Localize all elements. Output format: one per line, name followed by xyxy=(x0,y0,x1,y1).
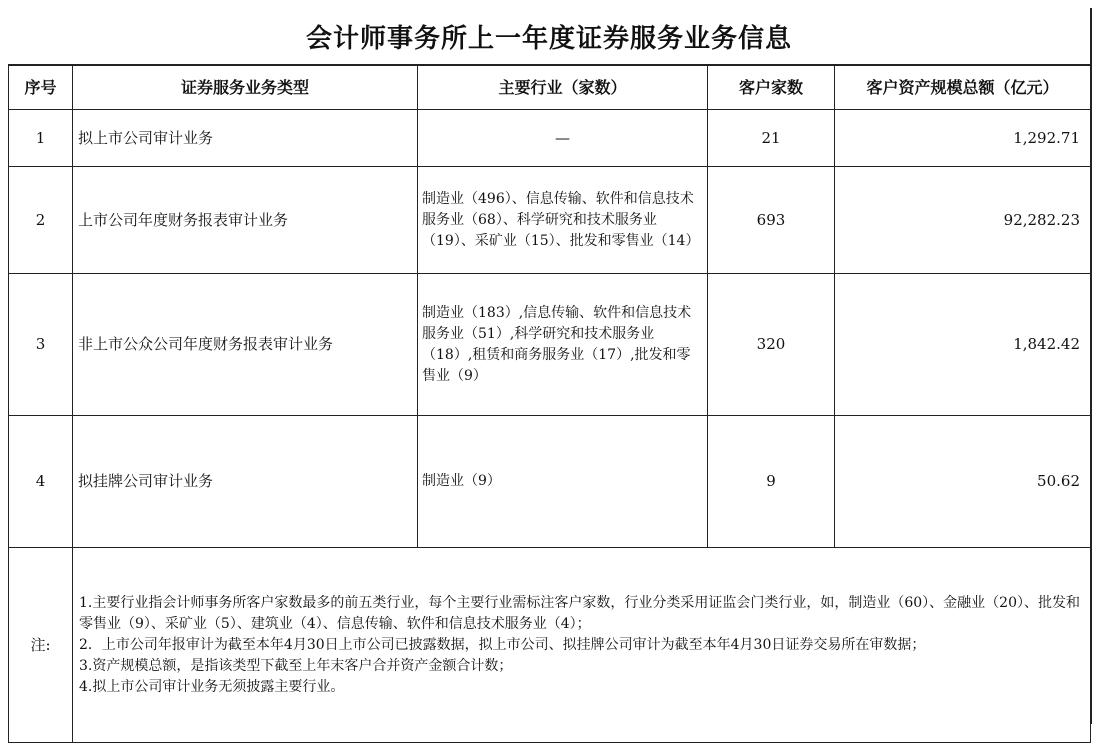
cell-main-industry: 制造业（9） xyxy=(418,416,708,548)
note-item: 3.资产规模总额，是指该类型下截至上年末客户合并资产金额合计数； xyxy=(79,657,513,674)
cell-asset-total: 50.62 xyxy=(835,416,1091,548)
report-sheet xyxy=(8,8,1092,724)
header-main-industry: 主要行业（家数） xyxy=(418,65,708,110)
note-item: 1.主要行业指会计师事务所客户家数最多的前五类行业，每个主要行业需标注客户家数，行业分类采用证监会门类行业，如，制造业（60）、金融业（20）、批发和零售业（9）、采矿业（5）、建筑业（4）、信息传输、软件和信息技术服务业（4）； xyxy=(79,594,1080,632)
cell-service-type: 拟上市公司审计业务 xyxy=(73,110,418,167)
table-row xyxy=(9,416,1091,548)
cell-main-industry: 制造业（183）,信息传输、软件和信息技术服务业（51）,科学研究和技术服务业（18）,租赁和商务服务业（17）,批发和零售业（9） xyxy=(418,274,708,416)
table-row xyxy=(9,110,1091,167)
cell-main-industry: — xyxy=(418,110,708,167)
table-row xyxy=(9,274,1091,416)
cell-main-industry: 制造业（496）、信息传输、软件和信息技术服务业（68）、科学研究和技术服务业（19）、采矿业（15）、批发和零售业（14） xyxy=(418,167,708,274)
cell-asset-total: 1,842.42 xyxy=(835,274,1091,416)
note-item: 4.拟上市公司审计业务无须披露主要行业。 xyxy=(79,678,345,695)
cell-seq: 2 xyxy=(9,167,73,274)
cell-asset-total: 1,292.71 xyxy=(835,110,1091,167)
cell-seq: 4 xyxy=(9,416,73,548)
cell-service-type: 上市公司年度财务报表审计业务 xyxy=(73,167,418,274)
header-seq: 序号 xyxy=(9,65,73,110)
header-client-count: 客户家数 xyxy=(708,65,835,110)
header-service-type: 证券服务业务类型 xyxy=(73,65,418,110)
note-item: 2．上市公司年报审计为截至本年4月30日上市公司已披露数据，拟上市公司、拟挂牌公司审计为截至本年4月30日证券交易所在审数据； xyxy=(79,636,926,653)
cell-client-count: 320 xyxy=(708,274,835,416)
header-asset-total: 客户资产规模总额（亿元） xyxy=(835,65,1091,110)
cell-client-count: 693 xyxy=(708,167,835,274)
cell-asset-total: 92,282.23 xyxy=(835,167,1091,274)
notes-label: 注: xyxy=(9,548,73,743)
cell-service-type: 非上市公众公司年度财务报表审计业务 xyxy=(73,274,418,416)
header-row xyxy=(9,65,1091,110)
cell-client-count: 21 xyxy=(708,110,835,167)
securities-services-table xyxy=(8,64,1091,743)
page-title: 会计师事务所上一年度证券服务业务信息 xyxy=(8,8,1090,66)
cell-seq: 1 xyxy=(9,110,73,167)
cell-seq: 3 xyxy=(9,274,73,416)
notes-row xyxy=(9,548,1091,743)
cell-service-type: 拟挂牌公司审计业务 xyxy=(73,416,418,548)
notes-body xyxy=(73,548,1091,743)
cell-client-count: 9 xyxy=(708,416,835,548)
table-row xyxy=(9,167,1091,274)
